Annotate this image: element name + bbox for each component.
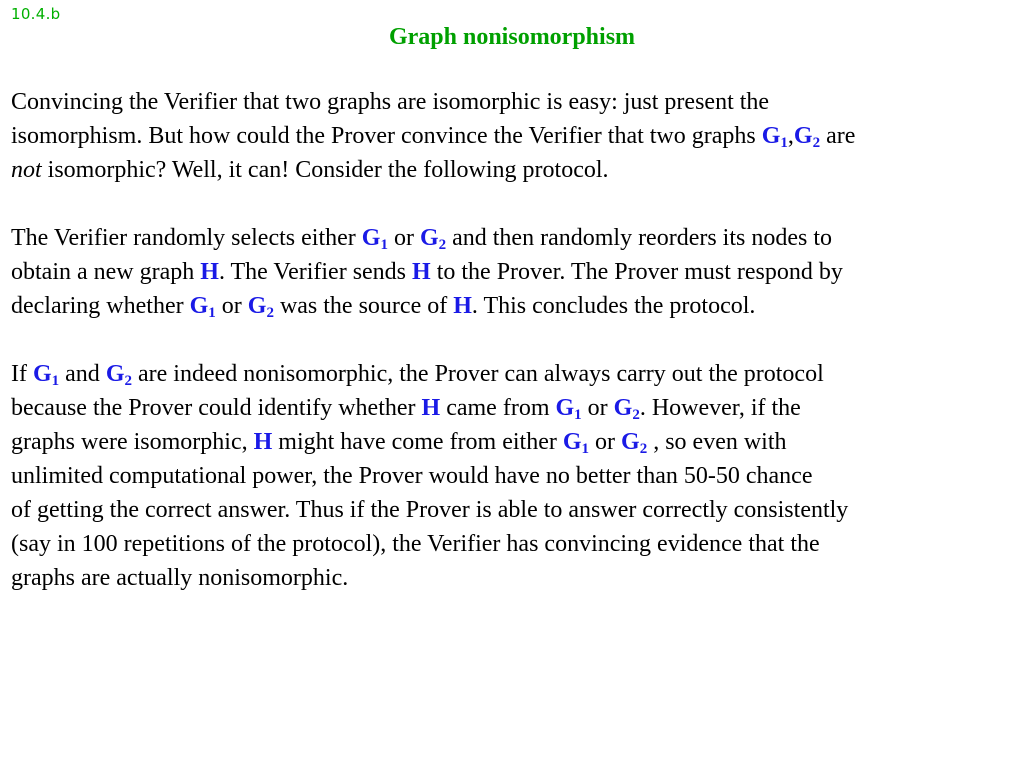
paragraph-intro (11, 85, 1016, 187)
text-run: , (787, 123, 794, 149)
text-run: (say in 100 repetitions of the protocol), the Verifier has convincing evidence that the (11, 531, 820, 557)
paragraph-argument (11, 357, 1016, 595)
text-run: . This concludes the protocol. (471, 293, 756, 319)
text-run: came from (440, 395, 556, 421)
text-line (11, 527, 1016, 561)
text-run: or (581, 395, 614, 421)
text-line (11, 391, 1016, 425)
text-line (11, 153, 1016, 187)
graph-h-symbol: H (453, 293, 472, 319)
text-run: If (11, 361, 33, 387)
text-run: isomorphism. But how could the Prover convince the Verifier that two graphs (11, 123, 762, 149)
text-line (11, 255, 1016, 289)
graph-g1-symbol: $G_1$ (32, 361, 60, 389)
text-line (11, 119, 1016, 153)
text-run: . The Verifier sends (218, 259, 413, 285)
text-run: . However, if the (639, 395, 801, 421)
graph-g2-symbol: $G_2$ (613, 395, 640, 423)
text-run: or (215, 293, 248, 319)
text-run: , so even with (647, 429, 787, 455)
graph-h-symbol: H (253, 429, 273, 455)
graph-g2-symbol: $G_2$ (419, 225, 447, 253)
graph-g1-symbol: $G_1$ (189, 293, 216, 321)
graph-g2-symbol: $G_2$ (621, 429, 648, 457)
slide-number: 10.4.b (11, 5, 61, 23)
text-line (11, 357, 1016, 391)
graph-g1-symbol: $G_1$ (562, 429, 590, 457)
text-run: isomorphic? Well, it can! Consider the following protocol. (41, 157, 609, 183)
text-line (11, 425, 1016, 459)
slide-title: Graph nonisomorphism (388, 24, 636, 50)
text-run: was the source of (273, 293, 454, 319)
text-run: graphs were isomorphic, (11, 429, 254, 455)
graph-g1-symbol: $G_1$ (555, 395, 582, 423)
text-run: obtain a new graph (11, 259, 201, 285)
text-line (11, 493, 1016, 527)
emphasis-not: not (11, 157, 42, 183)
graph-h-symbol: H (200, 259, 219, 285)
paragraph-protocol (11, 221, 1016, 323)
text-run: Convincing the Verifier that two graphs are isomorphic is easy: just present the (11, 89, 770, 115)
text-line (11, 561, 1016, 595)
text-run: The Verifier randomly selects either (11, 225, 362, 251)
graph-h-symbol: H (412, 259, 431, 285)
text-run: to the Prover. The Prover must respond by (430, 259, 843, 285)
text-run: graphs are actually nonisomorphic. (11, 565, 349, 591)
text-run: of getting the correct answer. Thus if the Prover is able to answer correctly consistently (11, 497, 849, 523)
text-run: or (387, 225, 420, 251)
text-line (11, 459, 1016, 493)
text-run: might have come from either (272, 429, 563, 455)
text-line (11, 289, 1016, 323)
text-run: because the Prover could identify whether (11, 395, 422, 421)
text-run: and then randomly reorders its nodes to (446, 225, 833, 251)
graph-g2-symbol: $G_2$ (247, 293, 274, 321)
graph-g2-symbol: $G_2$ (793, 123, 821, 151)
slide-body (11, 85, 1016, 629)
text-line (11, 85, 1016, 119)
text-run: declaring whether (11, 293, 190, 319)
text-run: and (59, 361, 106, 387)
text-run: are indeed nonisomorphic, the Prover can always carry out the protocol (131, 361, 824, 387)
graph-g1-symbol: $G_1$ (361, 225, 388, 253)
text-run: are (820, 123, 856, 149)
graph-h-symbol: H (421, 395, 441, 421)
text-line (11, 221, 1016, 255)
text-run: unlimited computational power, the Prover would have no better than 50-50 chance (11, 463, 813, 489)
graph-g2-symbol: $G_2$ (105, 361, 132, 389)
text-run: or (589, 429, 622, 455)
graph-g1-symbol: $G_1$ (761, 123, 788, 151)
